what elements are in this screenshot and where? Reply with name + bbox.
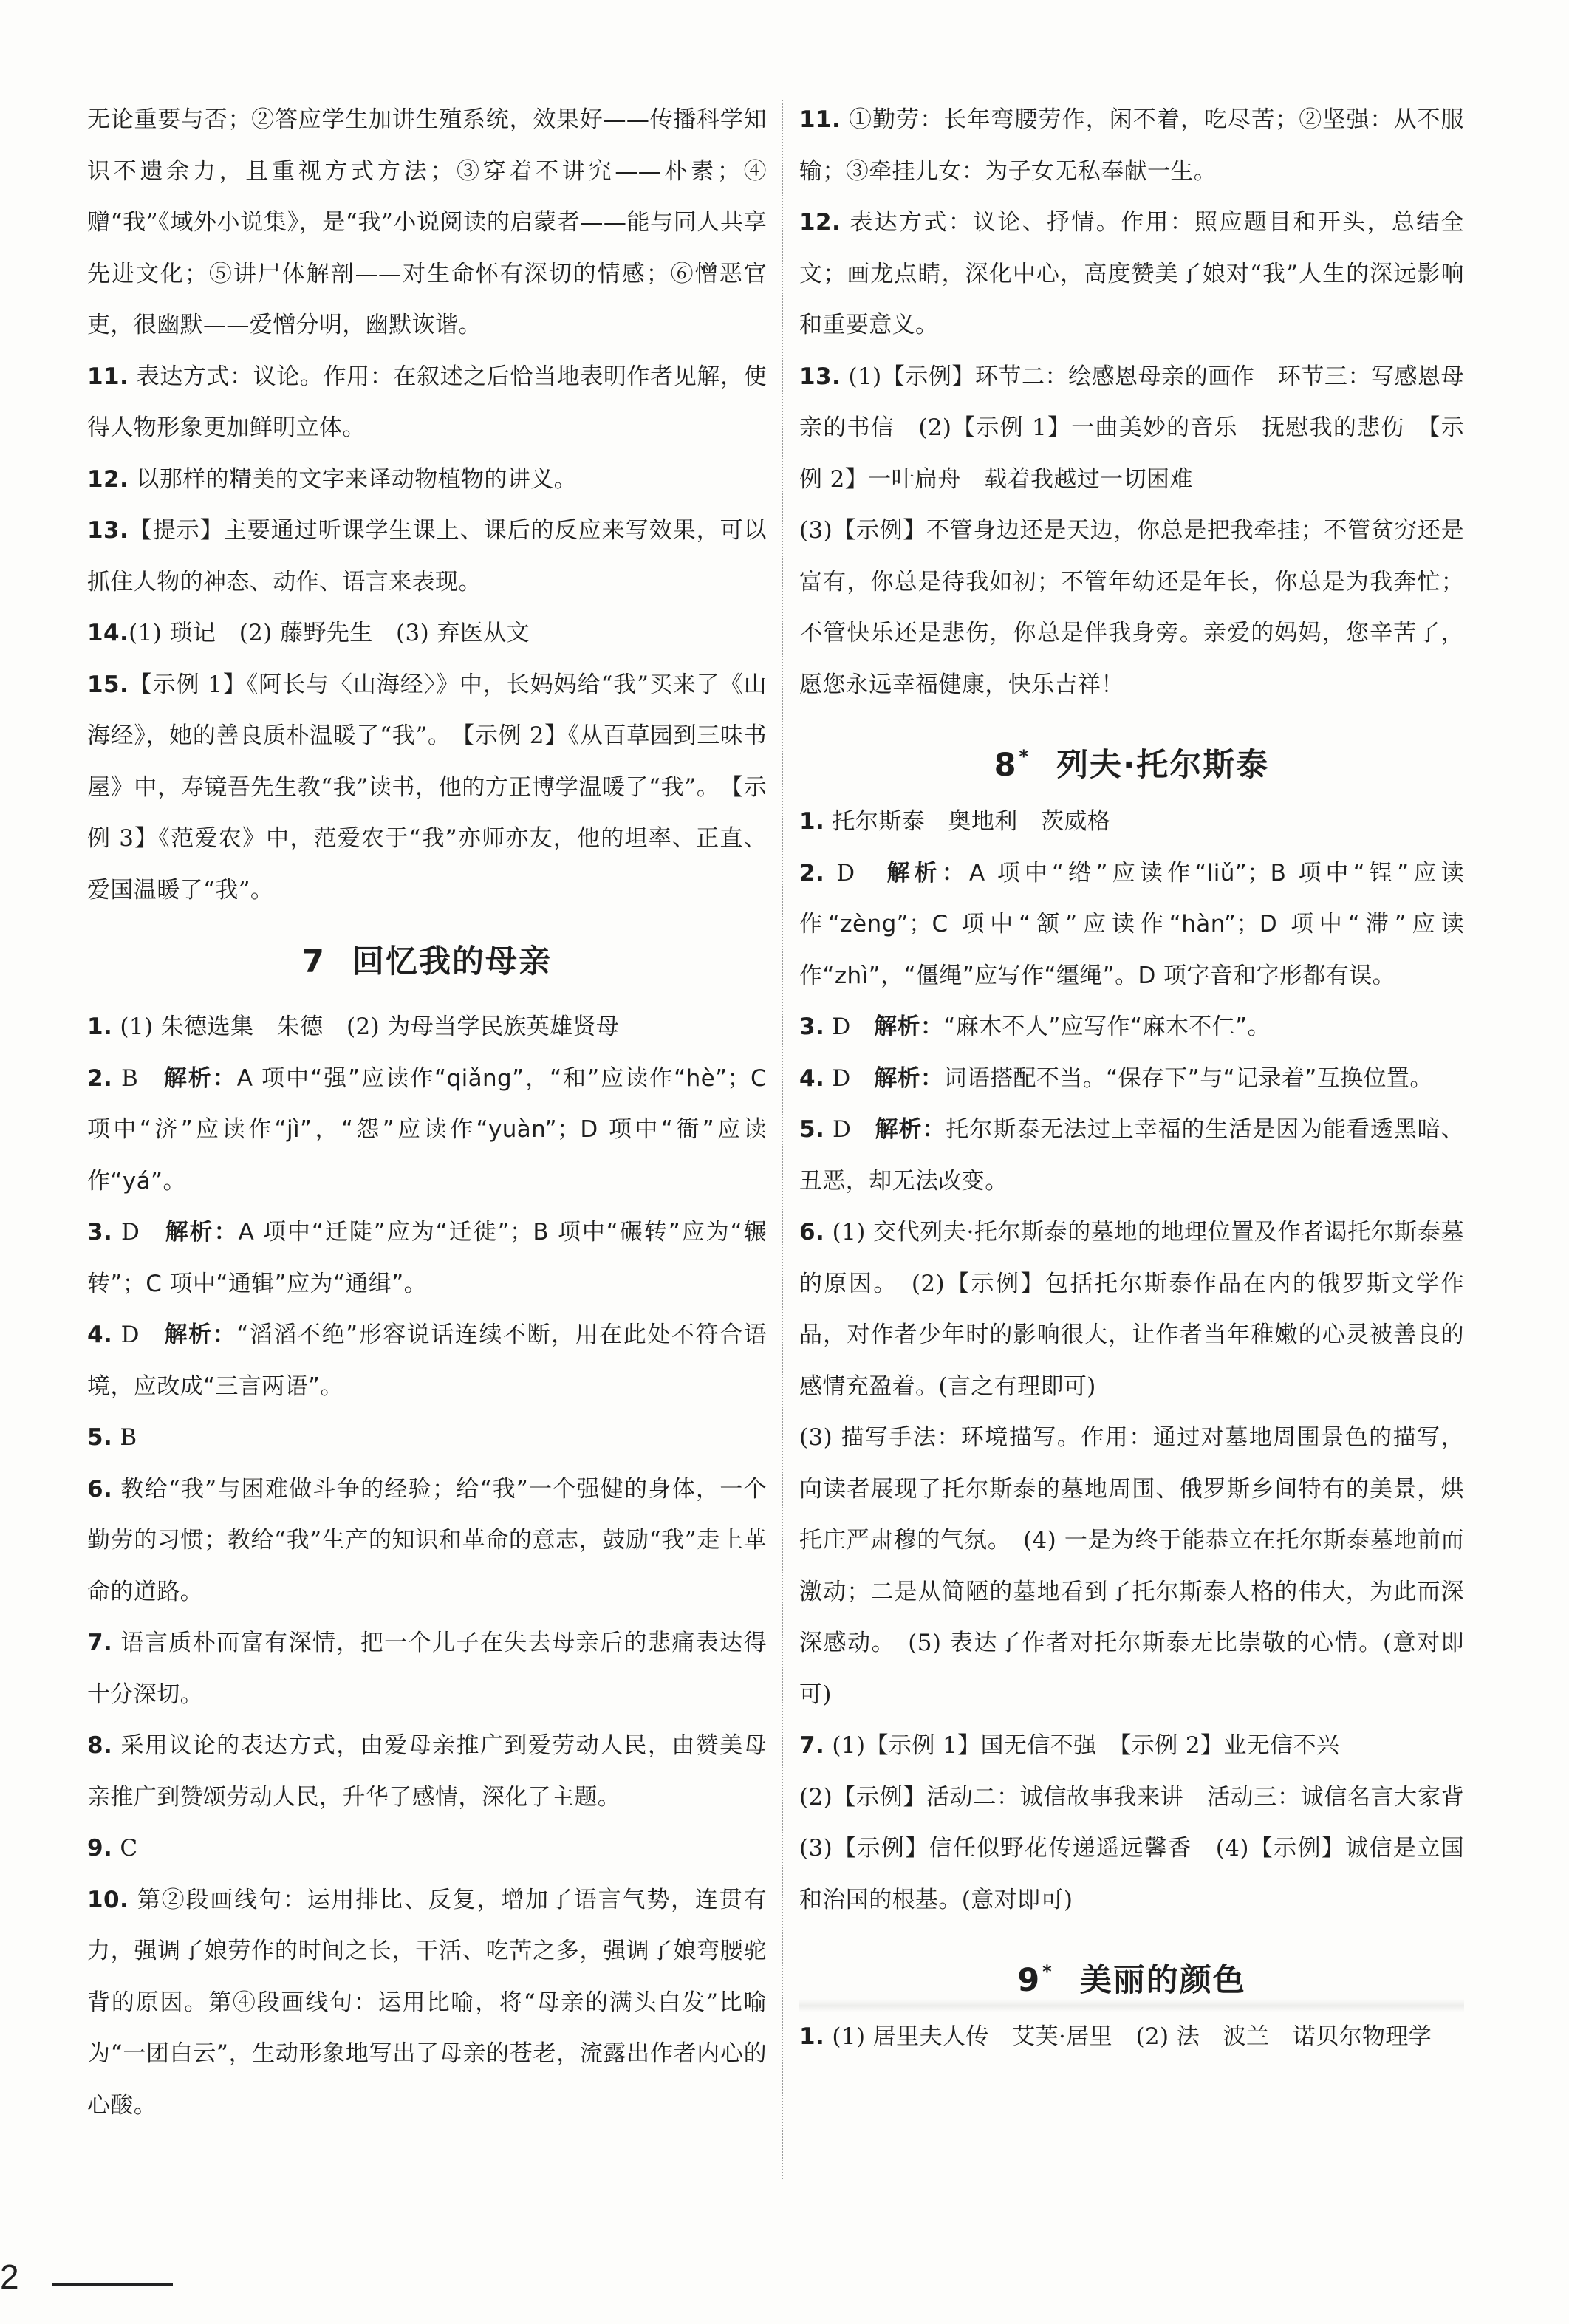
answer-item: 3. D 解析：“麻木不人”应写作“麻木不仁”。 bbox=[799, 1014, 1271, 1040]
section-heading: 回忆我的母亲 bbox=[352, 943, 552, 980]
answer-item: (3)【示例】不管身边还是天边，你总是把我牵挂；不管贫穷还是富有，你总是待我如初；不管年幼还是年长，你总是为我奔忙；不管快乐还是悲伤，你总是伴我身旁。亲爱的妈妈，您辛苦了，愿您永远幸福健康，快乐吉祥！ bbox=[799, 517, 1464, 698]
page-rule bbox=[52, 2283, 173, 2286]
answer-item: 6. 教给“我”与困难做斗争的经验；给“我”一个强健的身体，一个勤劳的习惯；教给“我”生产的知识和革命的意志，鼓励“我”走上革命的道路。 bbox=[87, 1475, 767, 1605]
section-title bbox=[87, 925, 767, 999]
answer-item: 14.(1) 琐记 (2) 藤野先生 (3) 弃医从文 bbox=[87, 620, 530, 646]
answer-item: (3) 描写手法：环境描写。作用：通过对墓地周围景色的描写，向读者展现了托尔斯泰的墓地周围、俄罗斯乡间特有的美景，烘托庄严肃穆的气氛。 (4) 一是为终于能恭立在托尔斯泰墓地前而激动；二是从简陋的墓地看到了托尔斯泰人格的伟大，为此而深深感动。 (5) 表达了作者对托尔斯泰无比崇敬的心情。(意对即可) bbox=[799, 1424, 1464, 1708]
answer-item: 3. D 解析：A 项中“迁陡”应为“迁徙”；B 项中“碾转”应为“辗转”；C 项中“通辑”应为“通缉”。 bbox=[87, 1219, 767, 1297]
section-heading: 列夫·托尔斯泰 bbox=[1056, 747, 1270, 784]
scan-smudge bbox=[799, 1999, 1464, 2012]
answer-item: (2)【示例】活动二：诚信故事我来讲 活动三：诚信名言大家背 (3)【示例】信任似野花传递遥远馨香 (4)【示例】诚信是立国和治国的根基。(意对即可) bbox=[799, 1783, 1488, 1913]
answer-item: 2. B 解析：A 项中“强”应读作“qiǎng”，“和”应读作“hè”；C 项中“济”应读作“jì”，“怨”应读作“yuàn”；D 项中“衙”应读作“yá”。 bbox=[87, 1064, 767, 1195]
answer-item: 4. D 解析：词语搭配不当。“保存下”与“记录着”互换位置。 bbox=[799, 1064, 1433, 1092]
answer-item: 11. ①勤劳：长年弯腰劳作，闲不着，吃尽苦；②坚强：从不服输；③牵挂儿女：为子女无私奉献一生。 bbox=[799, 106, 1464, 185]
section-title bbox=[799, 1935, 1464, 2009]
answer-item: 13. (1)【示例】环节二：绘感恩母亲的画作 环节三：写感恩母亲的书信 (2)【示例 1】一曲美妙的音乐 抚慰我的悲伤 【示例 2】一叶扁舟 载着我越过一切困难 bbox=[799, 363, 1464, 493]
answer-item: 无论重要与否；②答应学生加讲生殖系统，效果好——传播科学知识不遗余力，且重视方式方法；③穿着不讲究——朴素；④赠“我”《域外小说集》，是“我”小说阅读的启蒙者——能与同人共享先进文化；⑤讲尸体解剖——对生命怀有深切的情感；⑥憎恶官吏，很幽默——爱憎分明，幽默诙谐。 bbox=[87, 106, 767, 338]
answer-item: 8. 采用议论的表达方式，由爱母亲推广到爱劳动人民，由赞美母亲推广到赞颂劳动人民，升华了感情，深化了主题。 bbox=[87, 1732, 767, 1811]
section-number: 9 bbox=[1017, 1962, 1042, 1999]
section-heading: 美丽的颜色 bbox=[1079, 1962, 1246, 1999]
section-number: 8 bbox=[994, 747, 1018, 784]
section-star: * bbox=[1042, 1961, 1053, 1982]
answer-item: 1. (1) 居里夫人传 艾芙·居里 (2) 法 波兰 诺贝尔物理学 bbox=[799, 2023, 1432, 2050]
answer-item: 2. D 解析：A 项中“绺”应读作“liǔ”；B 项中“锃”应读作“zèng”；C 项中“颔”应读作“hàn”；D 项中“滞”应读作“zhì”，“僵绳”应写作“缰绳”。D 项字音和字形都有误。 bbox=[799, 859, 1464, 989]
section-star: * bbox=[1019, 746, 1030, 767]
page-number: 2 bbox=[0, 2258, 19, 2296]
column-divider bbox=[782, 100, 783, 2179]
answer-item: 7. 语言质朴而富有深情，把一个儿子在失去母亲后的悲痛表达得十分深切。 bbox=[87, 1630, 767, 1708]
answer-item: 10. 第②段画线句：运用排比、反复，增加了语言气势，连贯有力，强调了娘劳作的时间之长，干活、吃苦之多，强调了娘弯腰驼背的原因。第④段画线句：运用比喻，将“母亲的满头白发”比喻为“一团白云”，生动形象地写出了母亲的苍老，流露出作者内心的心酸。 bbox=[87, 1886, 767, 2119]
answer-item: 4. D 解析：“滔滔不绝”形容说话连续不断，用在此处不符合语境，应改成“三言两语”。 bbox=[87, 1322, 767, 1400]
right-column bbox=[799, 95, 1488, 2063]
section-number: 7 bbox=[302, 943, 326, 980]
answer-item: 5. D 解析：托尔斯泰无法过上幸福的生活是因为能看透黑暗、丑恶，却无法改变。 bbox=[799, 1116, 1464, 1195]
left-column bbox=[87, 95, 767, 2131]
answer-item: 9. C bbox=[87, 1835, 138, 1862]
answer-item: 1. (1) 朱德选集 朱德 (2) 为母当学民族英雄贤母 bbox=[87, 1014, 620, 1040]
answer-item: 12. 以那样的精美的文字来译动物植物的讲义。 bbox=[87, 465, 577, 493]
section-title bbox=[799, 720, 1464, 793]
answer-item: 15.【示例 1】《阿长与〈山海经〉》中，长妈妈给“我”买来了《山海经》，她的善良质朴温暖了“我”。 【示例 2】《从百草园到三味书屋》中，寿镜吾先生教“我”读书，他的方正博学温暖了“我”。 【示例 3】《范爱农》中，范爱农于“我”亦师亦友，他的坦率、正直、爱国温暖了“我”。 bbox=[87, 671, 767, 903]
answer-item: 6. (1) 交代列夫·托尔斯泰的墓地的地理位置及作者谒托尔斯泰墓的原因。 (2)【示例】包括托尔斯泰作品在内的俄罗斯文学作品，对作者少年时的影响很大，让作者当年稚嫩的心灵被善良的感情充盈着。(言之有理即可) bbox=[799, 1219, 1464, 1400]
answer-item: 13.【提示】主要通过听课学生课上、课后的反应来写效果，可以抓住人物的神态、动作、语言来表现。 bbox=[87, 517, 767, 595]
answer-item: 1. 托尔斯泰 奥地利 茨威格 bbox=[799, 808, 1111, 835]
answer-item: 11. 表达方式：议论。作用：在叙述之后恰当地表明作者见解，使得人物形象更加鲜明立体。 bbox=[87, 363, 767, 441]
answer-item: 12. 表达方式：议论、抒情。作用：照应题目和开头，总结全文；画龙点睛，深化中心，高度赞美了娘对“我”人生的深远影响和重要意义。 bbox=[799, 209, 1464, 338]
answer-item: 5. B bbox=[87, 1424, 137, 1451]
answer-item: 7. (1)【示例 1】国无信不强 【示例 2】业无信不兴 bbox=[799, 1732, 1340, 1759]
